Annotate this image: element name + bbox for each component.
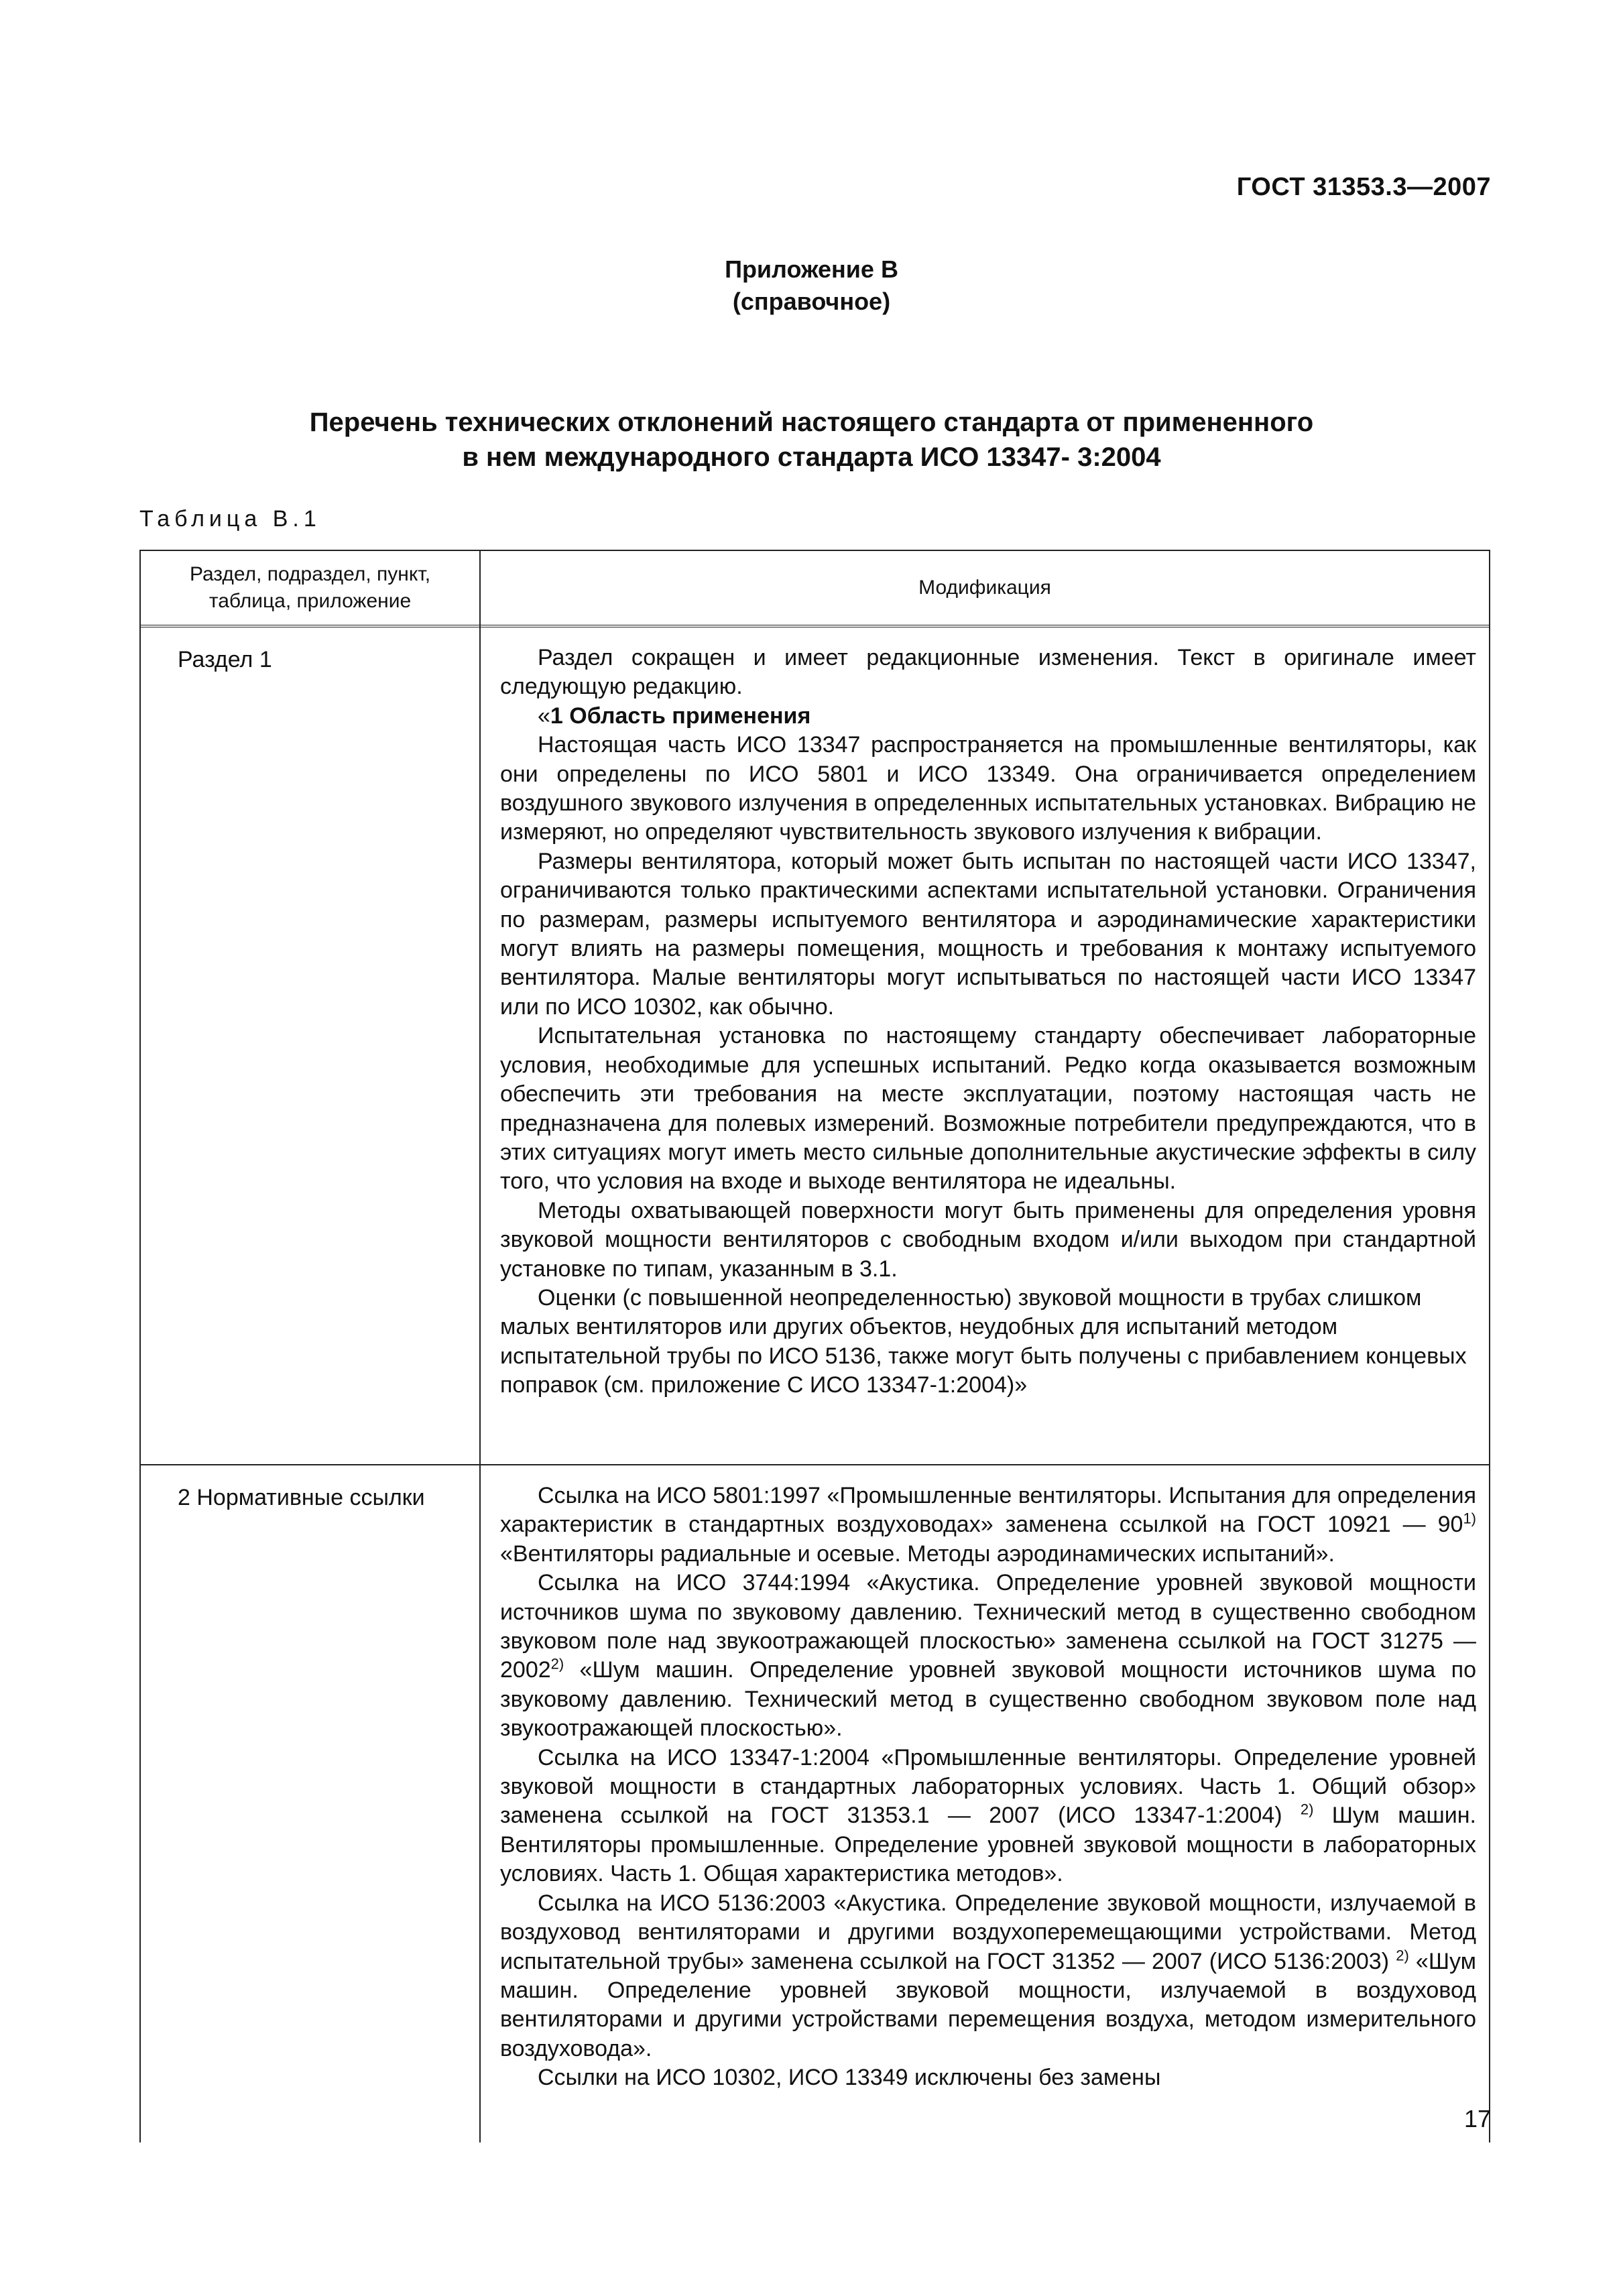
row-2-p1-text-b: «Вентиляторы радиальные и осевые. Методы аэродинамических испытаний». [500, 1540, 1335, 1567]
row-2-paragraph-2 [500, 1569, 1476, 1743]
row-1-paragraph-2 [500, 702, 1476, 731]
row-2-p2-text-b: «Шум машин. Определение уровней звуковой мощности источников шума по звуковому давлению. Технический метод в существенно свободном звуковом поле над звукоотражающей плоскостью». [500, 1657, 1476, 1742]
standard-code: ГОСТ 31353.3—2007 [1236, 173, 1491, 201]
row-1-modification [500, 644, 1476, 1400]
appendix-kind: (справочное) [732, 288, 891, 315]
header-section-line-2: таблица, приложение [208, 590, 412, 612]
row-2-paragraph-4 [500, 1889, 1476, 2063]
row-2-modification [500, 1482, 1476, 2093]
document-title-line-1: Перечень технических отклонений настоящего стандарта от примененного [309, 408, 1314, 437]
row-1-paragraph-3: Настоящая часть ИСО 13347 распространяется на промышленные вентиляторы, как они определены по ИСО 5801 и ИСО 13349. Она ограничивается определением воздушного звукового излучения в определенных испытательных установках. Вибрацию не измеряют, но определяют чувствительность звукового излучения к вибрации. [500, 732, 1476, 845]
row-1-quote-open: « [538, 703, 550, 729]
appendix-title: Приложение В [725, 255, 898, 283]
header-section-column [141, 551, 479, 625]
row-2-paragraph-5: Ссылки на ИСО 10302, ИСО 13349 исключены без замены [538, 2065, 1161, 2091]
row-2-p4-text-b: «Шум машин. Определение уровней звуковой мощности, излучаемой в воздуховод вентиляторами и другими устройствами перемещения воздуха, методом измерительного воздуховода». [500, 1948, 1476, 2061]
appendix-heading [0, 253, 1623, 318]
document-title [0, 405, 1623, 475]
row-2-p1-text-a: Ссылка на ИСО 5801:1997 «Промышленные вентиляторы. Испытания для определения характеристик в стандартных воздуховодах» заменена ссылкой на ГОСТ 10921 — 90 [500, 1483, 1476, 1538]
row-1-paragraph-1: Раздел сокращен и имеет редакционные изменения. Текст в оригинале имеет следующую редакцию. [500, 645, 1476, 700]
footnote-ref: 2) [1396, 1947, 1409, 1964]
scope-heading: 1 Область применения [550, 703, 811, 729]
row-2-p2-text-a: Ссылка на ИСО 3744:1994 «Акустика. Определение уровней звуковой мощности источников шума по звуковому давлению. Технический метод в существенно свободном звуковом поле над звукоотражающей плоскостью» заменена ссылкой на ГОСТ 31275 — 2002 [500, 1570, 1476, 1683]
row-2-section: 2 Нормативные ссылки [178, 1485, 425, 1510]
row-1-section: Раздел 1 [178, 647, 272, 672]
footnote-ref: 1) [1463, 1510, 1476, 1528]
header-section-line-1: Раздел, подраздел, пункт, [189, 563, 431, 585]
table-header [141, 551, 1489, 627]
row-2-p4-text-a: Ссылка на ИСО 5136:2003 «Акустика. Определение звуковой мощности, излучаемой в воздуховод вентиляторами и другими воздухоперемещающими устройствами. Метод испытательной трубы» заменена ссылкой на ГОСТ 31352 — 2007 (ИСО 5136:2003) [500, 1890, 1476, 1974]
header-modification-column: Модификация [918, 577, 1051, 599]
column-divider [479, 551, 481, 2142]
row-2-p3-text-a: Ссылка на ИСО 13347-1:2004 «Промышленные вентиляторы. Определение уровней звуковой мощности в стандартных лабораторных условиях. Часть 1. Общий обзор» заменена ссылкой на ГОСТ 31353.1 — 2007 (ИСО 13347-1:2004) [500, 1744, 1476, 1829]
row-1-paragraph-4: Размеры вентилятора, который может быть испытан по настоящей части ИСО 13347, ограничиваются только практическими аспектами испытательной установки. Ограничения по размерам, размеры испытуемого вентилятора и аэродинамические характеристики могут влиять на размеры помещения, мощность и требования к монтажу испытуемого вентилятора. Малые вентиляторы могут испытываться по настоящей части ИСО 13347 или по ИСО 10302, как обычно. [500, 848, 1476, 1020]
footnote-ref: 2) [1300, 1801, 1314, 1819]
row-1-paragraph-7: Оценки (с повышенной неопределенностью) звуковой мощности в трубах слишком малых вентиляторов или других объектов, неудобных для испытаний методом испытательной трубы по ИСО 5136, также могут быть получены с прибавлением концевых поправок (см. приложение С ИСО 13347-1:2004)» [500, 1284, 1467, 1398]
table-label: Таблица В.1 [139, 506, 321, 532]
row-1-paragraph-5: Испытательная установка по настоящему стандарту обеспечивает лабораторные условия, необходимые для успешных испытаний. Редко когда оказывается возможным обеспечить эти требования на месте эксплуатации, поэтому настоящая часть не предназначена для полевых измерений. Возможные потребители предупреждаются, что в этих ситуациях могут иметь место сильные дополнительные акустические эффекты в силу того, что условия на входе и выходе вентилятора не идеальны. [500, 1023, 1476, 1195]
document-title-line-2: в нем международного стандарта ИСО 13347- 3:2004 [462, 442, 1161, 472]
row-1-paragraph-6: Методы охватывающей поверхности могут быть применены для определения уровня звуковой мощности вентиляторов с свободным входом и/или выходом при стандартной установке по типам, указанным в 3.1. [500, 1197, 1476, 1282]
row-2-paragraph-1 [500, 1482, 1476, 1569]
deviations-table [139, 550, 1490, 2142]
page-number: 17 [1463, 2105, 1491, 2132]
footnote-ref: 2) [550, 1656, 564, 1673]
row-2-p3-text-b: Шум машин. Вентиляторы промышленные. Определение уровней звуковой мощности в лабораторных условиях. Часть 1. Общая характеристика методов». [500, 1803, 1476, 1887]
row-2-paragraph-3 [500, 1744, 1476, 1889]
row-divider [141, 1464, 1489, 1465]
